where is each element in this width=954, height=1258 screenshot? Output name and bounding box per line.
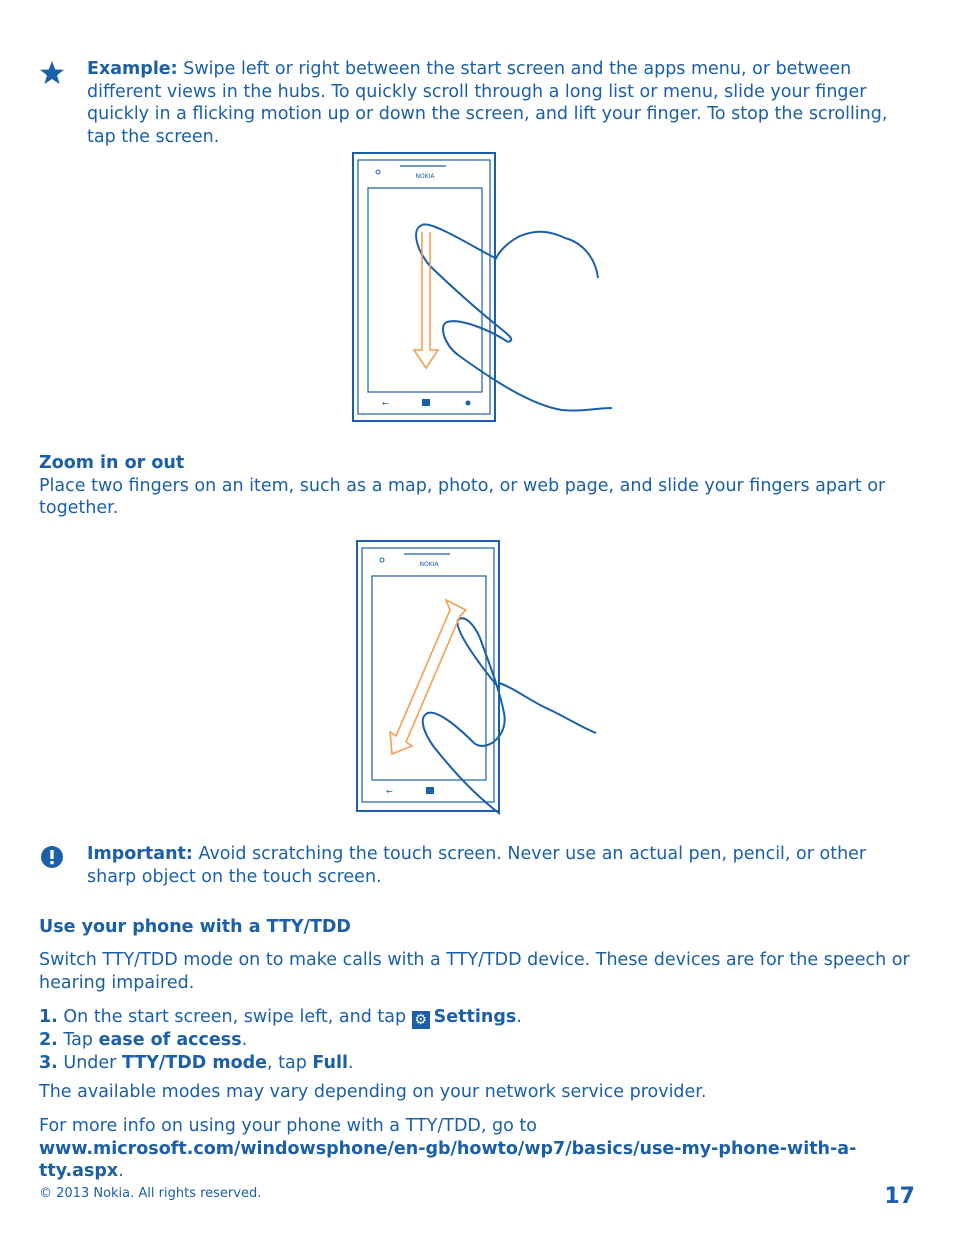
copyright: © 2013 Nokia. All rights reserved. xyxy=(39,1186,262,1201)
tty-steps xyxy=(39,1006,919,1074)
phone-brand-label-2: NOKIA xyxy=(419,561,439,568)
example-text: Swipe left or right between the start screen and the apps menu, or between different views in the hubs. To quickly scroll through a long list or menu, slide your finger quickly in a flicking motion up or down the screen, and lift your finger. To stop the scrolling, tap the screen. xyxy=(87,59,888,147)
tty-step-1 xyxy=(39,1006,919,1029)
step-number: 1. xyxy=(39,1007,58,1027)
important-paragraph xyxy=(87,843,917,888)
period: . xyxy=(347,1052,354,1073)
tty-mode-label: TTY/TDD mode xyxy=(121,1052,268,1073)
more-info-text: For more info on using your phone with a TTY/TDD, go to xyxy=(39,1116,537,1136)
step-number: 3. xyxy=(39,1052,58,1073)
tty-more-info xyxy=(39,1115,919,1183)
phone-brand-label: NOKIA xyxy=(415,173,435,180)
period: . xyxy=(118,1161,124,1181)
step-text: On the start screen, swipe left, and tap xyxy=(57,1007,412,1027)
svg-text:←: ← xyxy=(382,399,389,408)
tty-help-link[interactable]: www.microsoft.com/windowsphone/en-gb/howto/wp7/basics/use-my-phone-with-a-tty.aspx xyxy=(39,1138,857,1181)
zoom-text: Place two fingers on an item, such as a map, photo, or web page, and slide your fingers apart or together. xyxy=(39,475,886,518)
example-paragraph xyxy=(87,58,917,148)
ease-of-access-label: ease of access xyxy=(98,1030,242,1050)
tty-modes-note: The available modes may vary depending on your network service provider. xyxy=(39,1082,707,1102)
full-label: Full xyxy=(312,1052,348,1073)
exclamation-icon xyxy=(40,845,64,869)
period: . xyxy=(241,1030,248,1050)
swipe-illustration xyxy=(350,150,650,425)
important-text: Avoid scratching the touch screen. Never use an actual pen, pencil, or other sharp object on the touch screen. xyxy=(87,844,867,887)
page-number: 17 xyxy=(884,1184,915,1209)
tty-intro: Switch TTY/TDD mode on to make calls with a TTY/TDD device. These devices are for the speech or hearing impaired. xyxy=(39,950,910,993)
pinch-arrow xyxy=(390,600,466,754)
step-text: Tap xyxy=(57,1030,99,1050)
tty-step-3 xyxy=(39,1052,919,1075)
important-label: Important: xyxy=(87,844,193,864)
zoom-section xyxy=(39,452,919,520)
example-label: Example: xyxy=(87,59,178,79)
tty-step-2 xyxy=(39,1029,919,1052)
svg-text:←: ← xyxy=(386,787,393,796)
pinch-illustration xyxy=(354,538,604,820)
step-number: 2. xyxy=(39,1030,58,1050)
star-icon xyxy=(39,60,65,86)
settings-gear-icon: ⚙ xyxy=(412,1011,430,1029)
step-text: Under xyxy=(57,1052,122,1073)
tty-title: Use your phone with a TTY/TDD xyxy=(39,917,351,937)
step-text: , tap xyxy=(267,1052,313,1073)
settings-label: Settings xyxy=(433,1007,517,1027)
scroll-arrow xyxy=(414,232,438,368)
zoom-title: Zoom in or out xyxy=(39,453,185,473)
period: . xyxy=(516,1007,522,1027)
